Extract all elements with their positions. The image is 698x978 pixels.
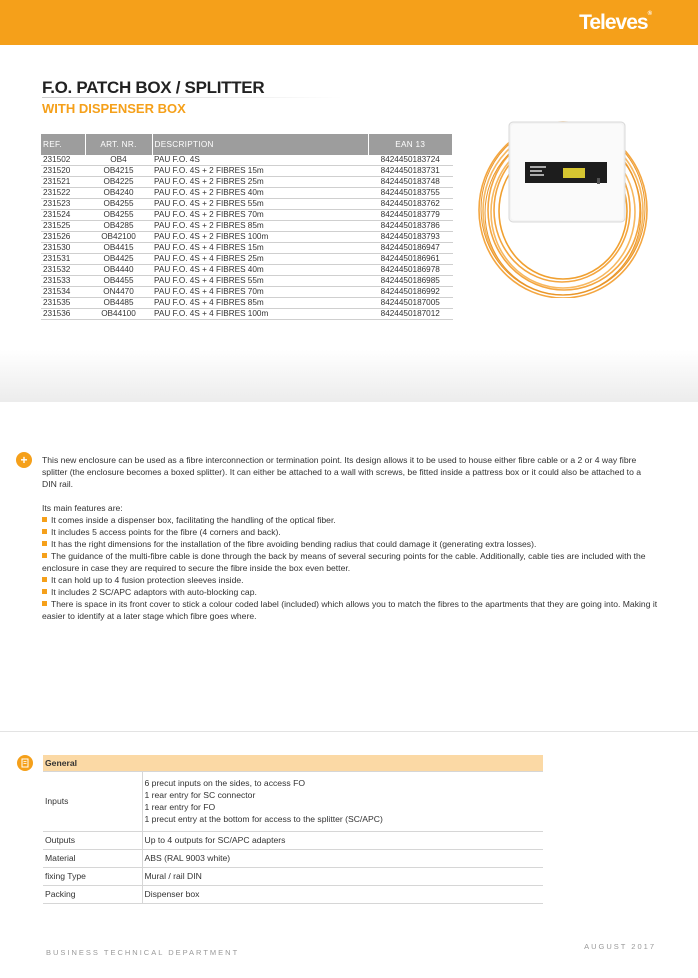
feature-item xyxy=(42,538,658,550)
bullet-icon xyxy=(42,541,47,546)
cell-art-nr: OB4455 xyxy=(85,276,152,287)
cell-ean: 8424450183762 xyxy=(368,199,453,210)
col-ref: REF. xyxy=(41,134,85,155)
section-divider xyxy=(0,731,698,732)
feature-text: It includes 5 access points for the fibre (4 corners and back). xyxy=(51,527,281,537)
cell-ref: 231520 xyxy=(41,166,85,177)
cell-ref: 231532 xyxy=(41,265,85,276)
product-image xyxy=(475,98,655,298)
reference-table-body xyxy=(41,155,453,320)
spec-value-line: 6 precut inputs on the sides, to access FO xyxy=(144,778,305,788)
cell-ref: 231531 xyxy=(41,254,85,265)
cell-ean: 8424450183731 xyxy=(368,166,453,177)
spec-value-line: Mural / rail DIN xyxy=(144,871,202,881)
bullet-icon xyxy=(42,589,47,594)
patch-box xyxy=(509,122,625,222)
reference-table-row xyxy=(41,188,453,199)
feature-text: There is space in its front cover to stick a colour coded label (included) which allows you to match the fibres to the apartments that they are going into. Making it easier to identify at a later stage which fibre goes where. xyxy=(42,599,658,621)
reference-table-row xyxy=(41,243,453,254)
spec-section-row xyxy=(43,755,543,771)
feature-text: The guidance of the multi-fibre cable is done through the back by means of several securing points for the cable. Additionally, cable ties are included with the enclosure in case they are required to secure the fibre inside the box even better. xyxy=(42,551,646,573)
feature-item xyxy=(42,598,658,622)
spec-value-line: 1 rear entry for SC connector xyxy=(144,790,256,800)
cell-ean: 8424450187005 xyxy=(368,298,453,309)
footer-department: BUSINESS TECHNICAL DEPARTMENT xyxy=(46,948,240,957)
cell-ean: 8424450186992 xyxy=(368,287,453,298)
spec-value-line: 1 rear entry for FO xyxy=(144,802,216,812)
spec-label: Material xyxy=(43,849,142,867)
document-icon xyxy=(17,755,33,771)
reference-table-row xyxy=(41,276,453,287)
cell-ean: 8424450186985 xyxy=(368,276,453,287)
spec-value xyxy=(142,831,543,849)
cell-art-nr: OB42100 xyxy=(85,232,152,243)
top-banner xyxy=(0,0,698,45)
cell-art-nr: OB4425 xyxy=(85,254,152,265)
cell-ref: 231526 xyxy=(41,232,85,243)
spec-row xyxy=(43,771,543,831)
cell-art-nr: OB4 xyxy=(85,155,152,166)
cell-ean: 8424450183748 xyxy=(368,177,453,188)
specifications-table xyxy=(43,755,543,904)
feature-item xyxy=(42,526,658,538)
bullet-icon xyxy=(42,553,47,558)
cell-description: PAU F.O. 4S + 4 FIBRES 40m xyxy=(152,265,368,276)
cell-ean: 8424450183724 xyxy=(368,155,453,166)
spec-value-line: Dispenser box xyxy=(144,889,200,899)
feature-text: It has the right dimensions for the installation of the fibre avoiding bending radius that could damage it (generating extra losses). xyxy=(51,539,537,549)
cell-description: PAU F.O. 4S + 4 FIBRES 55m xyxy=(152,276,368,287)
cell-description: PAU F.O. 4S xyxy=(152,155,368,166)
bullet-icon xyxy=(42,577,47,582)
reference-table-row xyxy=(41,232,453,243)
page-title: F.O. PATCH BOX / SPLITTER xyxy=(42,78,265,97)
cell-art-nr: OB4415 xyxy=(85,243,152,254)
feature-item xyxy=(42,574,658,586)
cell-ref: 231524 xyxy=(41,210,85,221)
cell-description: PAU F.O. 4S + 2 FIBRES 100m xyxy=(152,232,368,243)
cell-description: PAU F.O. 4S + 2 FIBRES 55m xyxy=(152,199,368,210)
features-title: Its main features are: xyxy=(42,503,123,513)
reference-table-row xyxy=(41,254,453,265)
cell-art-nr: OB4225 xyxy=(85,177,152,188)
cell-description: PAU F.O. 4S + 4 FIBRES 100m xyxy=(152,309,368,320)
spec-value xyxy=(142,867,543,885)
reference-table-row xyxy=(41,210,453,221)
features-list xyxy=(42,514,658,622)
spec-row xyxy=(43,885,543,903)
cell-art-nr: OB4485 xyxy=(85,298,152,309)
cell-ref: 231502 xyxy=(41,155,85,166)
cell-art-nr: OB4285 xyxy=(85,221,152,232)
feature-item xyxy=(42,586,658,598)
cell-description: PAU F.O. 4S + 4 FIBRES 25m xyxy=(152,254,368,265)
reference-table-header xyxy=(41,134,453,155)
description-intro: This new enclosure can be used as a fibre interconnection or termination point. Its design allows it to be used to house either fibre cable or a 2 or 4 way fibre splitter (the enclosure becomes a boxed splitter). It can either be attached to a wall with screws, be fitted inside a pattress box or it could also be attached to a DIN rail. xyxy=(42,455,642,489)
spec-label: Outputs xyxy=(43,831,142,849)
cell-ref: 231525 xyxy=(41,221,85,232)
bullet-icon xyxy=(42,601,47,606)
cell-ean: 8424450187012 xyxy=(368,309,453,320)
spec-value xyxy=(142,771,543,831)
reference-table-row xyxy=(41,221,453,232)
cell-ean: 8424450183793 xyxy=(368,232,453,243)
spec-section-title: General xyxy=(43,755,543,771)
cell-description: PAU F.O. 4S + 2 FIBRES 85m xyxy=(152,221,368,232)
cell-description: PAU F.O. 4S + 2 FIBRES 25m xyxy=(152,177,368,188)
cell-ean: 8424450183786 xyxy=(368,221,453,232)
spec-value xyxy=(142,849,543,867)
cell-ref: 231521 xyxy=(41,177,85,188)
reference-table xyxy=(41,134,453,320)
bullet-icon xyxy=(42,529,47,534)
reference-table-row xyxy=(41,199,453,210)
title-underline xyxy=(42,97,342,98)
feature-text: It includes 2 SC/APC adaptors with auto-blocking cap. xyxy=(51,587,257,597)
televes-logo: Televes® xyxy=(579,11,652,34)
spec-value-line: ABS (RAL 9003 white) xyxy=(144,853,231,863)
spec-row xyxy=(43,849,543,867)
cell-description: PAU F.O. 4S + 2 FIBRES 15m xyxy=(152,166,368,177)
spec-value-line: 1 precut entry at the bottom for access to the splitter (SC/APC) xyxy=(144,814,383,824)
feature-text: It comes inside a dispenser box, facilitating the handling of the optical fiber. xyxy=(51,515,336,525)
col-description: DESCRIPTION xyxy=(152,134,368,155)
cell-ref: 231534 xyxy=(41,287,85,298)
spec-value xyxy=(142,885,543,903)
cell-art-nr: OB4240 xyxy=(85,188,152,199)
spec-label: Inputs xyxy=(43,771,142,831)
cell-ref: 231530 xyxy=(41,243,85,254)
cell-description: PAU F.O. 4S + 4 FIBRES 85m xyxy=(152,298,368,309)
cell-ref: 231536 xyxy=(41,309,85,320)
cell-art-nr: OB44100 xyxy=(85,309,152,320)
reference-table-row xyxy=(41,166,453,177)
cell-description: PAU F.O. 4S + 4 FIBRES 70m xyxy=(152,287,368,298)
reference-table-row xyxy=(41,177,453,188)
plus-icon: + xyxy=(16,452,32,468)
spec-value-line: Up to 4 outputs for SC/APC adapters xyxy=(144,835,286,845)
page-subtitle: WITH DISPENSER BOX xyxy=(42,101,186,116)
cell-ean: 8424450186961 xyxy=(368,254,453,265)
cell-description: PAU F.O. 4S + 2 FIBRES 40m xyxy=(152,188,368,199)
cell-ean: 8424450186978 xyxy=(368,265,453,276)
reference-table-row xyxy=(41,265,453,276)
feature-item xyxy=(42,550,658,574)
description-section xyxy=(42,454,658,622)
cell-art-nr: OB4255 xyxy=(85,210,152,221)
section-band xyxy=(0,350,698,402)
cell-ean: 8424450186947 xyxy=(368,243,453,254)
spec-label: fixing Type xyxy=(43,867,142,885)
spec-row xyxy=(43,867,543,885)
reference-table-row xyxy=(41,309,453,320)
cell-art-nr: OB4215 xyxy=(85,166,152,177)
reference-table-row xyxy=(41,298,453,309)
cell-description: PAU F.O. 4S + 2 FIBRES 70m xyxy=(152,210,368,221)
cell-art-nr: OB4440 xyxy=(85,265,152,276)
cell-description: PAU F.O. 4S + 4 FIBRES 15m xyxy=(152,243,368,254)
col-ean: EAN 13 xyxy=(368,134,453,155)
cell-art-nr: ON4470 xyxy=(85,287,152,298)
bullet-icon xyxy=(42,517,47,522)
footer-date: AUGUST 2017 xyxy=(584,942,656,951)
reference-table-row xyxy=(41,155,453,166)
cell-ref: 231522 xyxy=(41,188,85,199)
col-art-nr: ART. NR. xyxy=(85,134,152,155)
spec-label: Packing xyxy=(43,885,142,903)
spec-row xyxy=(43,831,543,849)
cell-ref: 231523 xyxy=(41,199,85,210)
cell-art-nr: OB4255 xyxy=(85,199,152,210)
cell-ref: 231535 xyxy=(41,298,85,309)
feature-text: It can hold up to 4 fusion protection sleeves inside. xyxy=(51,575,244,585)
cell-ean: 8424450183779 xyxy=(368,210,453,221)
reference-table-row xyxy=(41,287,453,298)
feature-item xyxy=(42,514,658,526)
cell-ean: 8424450183755 xyxy=(368,188,453,199)
cell-ref: 231533 xyxy=(41,276,85,287)
